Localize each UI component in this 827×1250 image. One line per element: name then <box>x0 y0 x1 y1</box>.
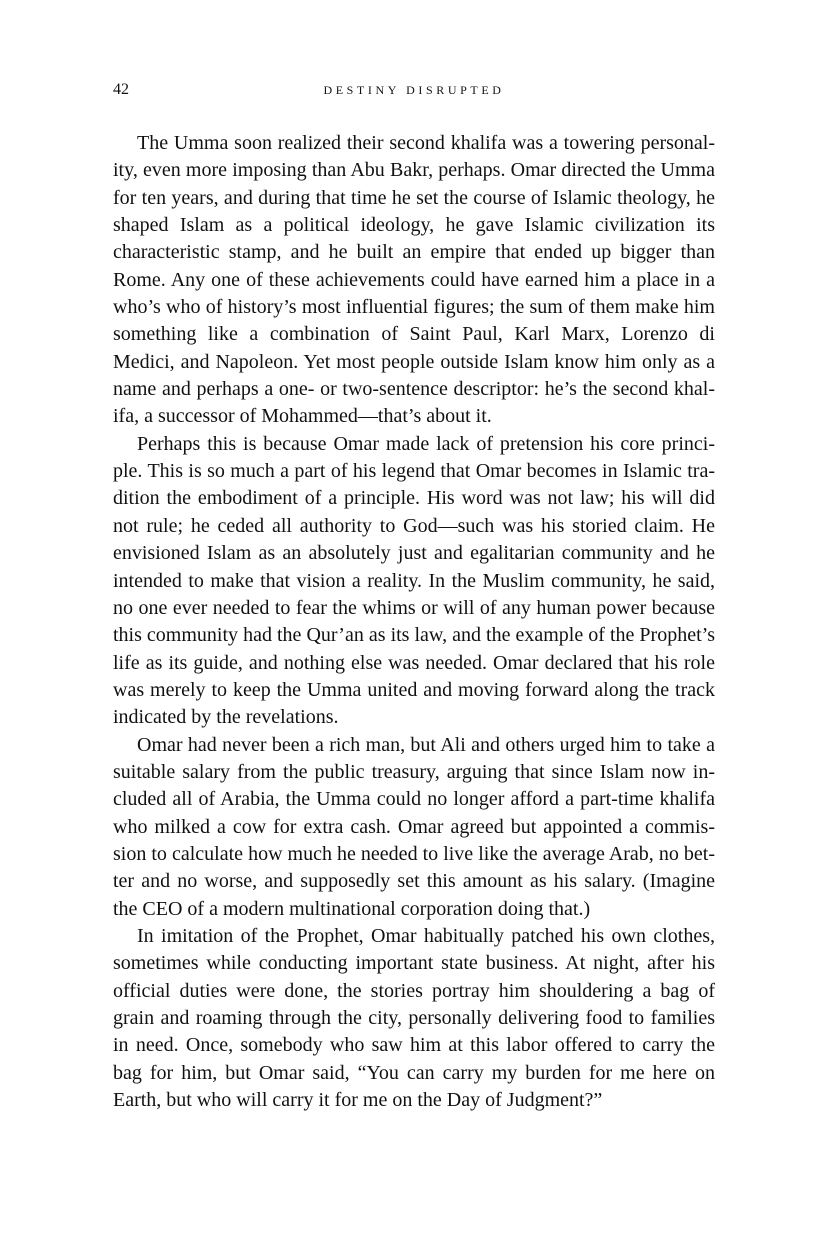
page-number: 42 <box>113 81 129 98</box>
running-head <box>113 80 715 100</box>
paragraph-4: In imitation of the Prophet, Omar habitually patched his own clothes, sometimes while conducting important state business. At night, after his official duties were done, the stories portray him shouldering a bag of grain and roaming through the city, personally delivering food to families in need. Once, somebody who saw him at this labor offered to carry the bag for him, but Omar said, “You can carry my burden for me here on Earth, but who will carry it for me on the Day of Judgment?” <box>113 924 715 1112</box>
body-text <box>113 130 715 1114</box>
running-title: DESTINY DISRUPTED <box>323 83 505 97</box>
paragraph-3: Omar had never been a rich man, but Ali and others urged him to take a suitable salary from the public treasury, arguing that since Islam now included all of Arabia, the Umma could no longer afford a part-time khalifa who milked a cow for extra cash. Omar agreed but appointed a commission to calculate how much he needed to live like the average Arab, no better and no worse, and supposedly set this amount as his salary. (Imagine the CEO of a modern multinational corporation doing that.) <box>113 733 715 920</box>
paragraph-1: The Umma soon realized their second khalifa was a towering personality, even more imposing than Abu Bakr, perhaps. Omar directed the Umma for ten years, and during that time he set the course of Islamic theology, he shaped Islam as a political ideology, he gave Islamic civilization its characteristic stamp, and he built an empire that ended up bigger than Rome. Any one of these achievements could have earned him a place in a who’s who of history’s most influential figures; the sum of them make him something like a combination of Saint Paul, Karl Marx, Lorenzo di Medici, and Napoleon. Yet most people outside Islam know him only as a name and perhaps a one- or two-sentence descriptor: he’s the second khalifa, a successor of Mohammed—that’s about it. <box>113 132 715 428</box>
paragraph-2: Perhaps this is because Omar made lack of pretension his core principle. This is so much a part of his legend that Omar becomes in Islamic tradition the embodiment of a principle. His word was not law; his will did not rule; he ceded all authority to God—such was his storied claim. He envisioned Islam as an absolutely just and egalitarian community and he intended to make that vision a reality. In the Muslim community, he said, no one ever needed to fear the whims or will of any human power because this community had the Qur’an as its law, and the example of the Prophet’s life as its guide, and nothing else was needed. Omar declared that his role was merely to keep the Umma united and moving forward along the track indicated by the revelations. <box>113 432 715 729</box>
